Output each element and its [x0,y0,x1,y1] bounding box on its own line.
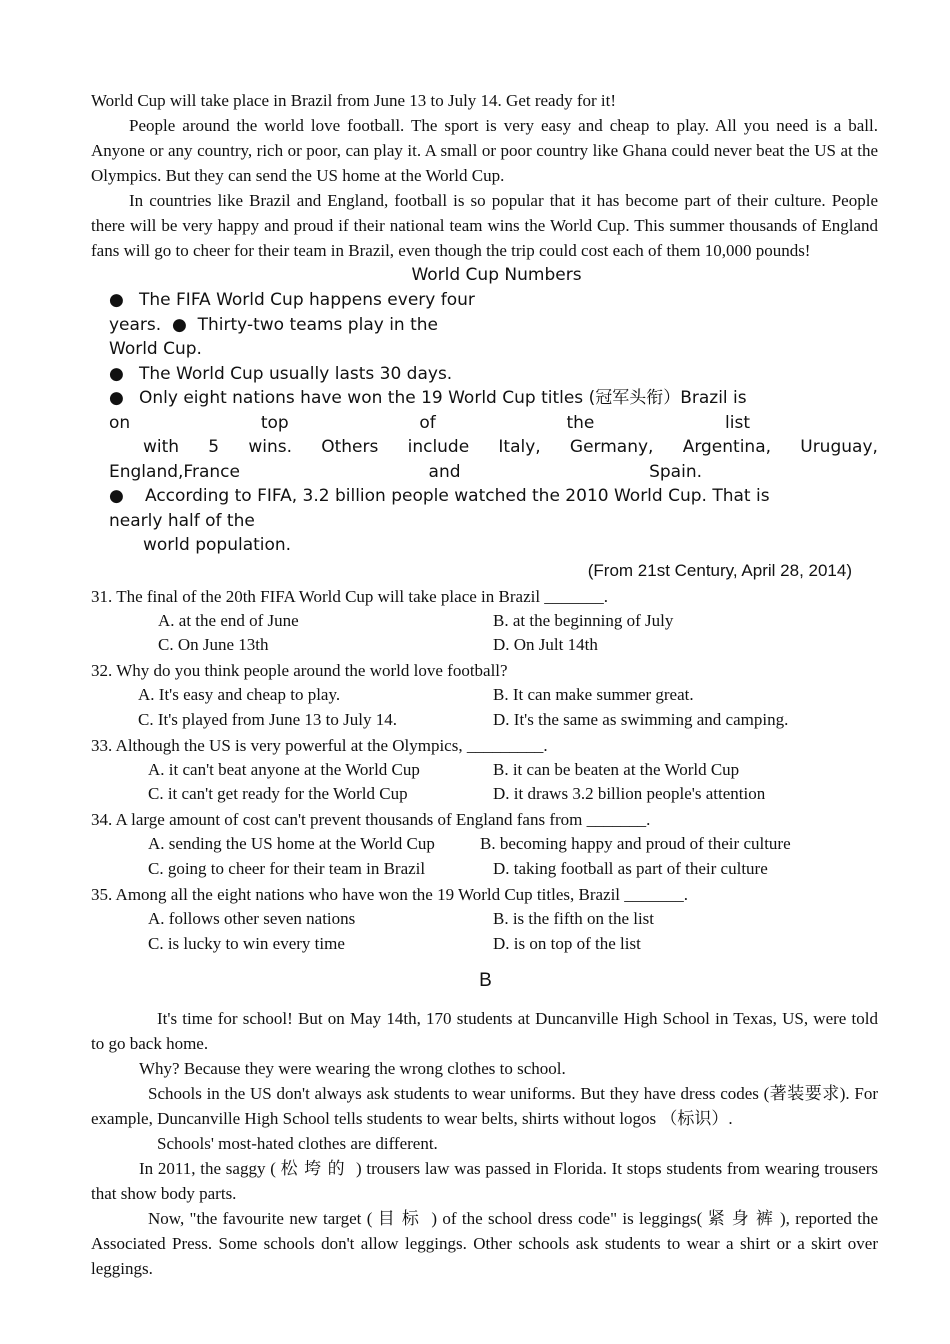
bullet-5-line-2: nearly half of the [109,510,255,531]
passage-b-paragraph-2: Why? Because they were wearing the wrong clothes to school. [139,1059,566,1079]
option-b[interactable]: B. it can be beaten at the World Cup [493,759,740,779]
option-d[interactable]: D. On Jult 14th [493,635,598,655]
question-32 [91,658,878,733]
bullet-1-line-1: ● The FIFA World Cup happens every four [109,288,878,313]
bullet-3: ● The World Cup usually lasts 30 days. [109,362,878,387]
option-c[interactable]: C. On June 13th [158,635,269,655]
option-b[interactable]: B. It can make summer great. [493,685,694,705]
option-a[interactable]: A. sending the US home at the World Cup [148,834,435,854]
passage-b-paragraph-3: Schools in the US don't always ask students to wear uniforms. But they have dress codes (著装要求). For example, Duncanville High School tells students to wear belts, shirts without logos （标识）. [91,1084,878,1129]
option-b[interactable]: B. at the beginning of July [493,610,674,630]
bullet-icon: ● [109,388,124,408]
bullet-icon: ● [109,290,124,310]
passage-a-paragraph-1: World Cup will take place in Brazil from June 13 to July 14. Get ready for it! [91,91,617,110]
option-d[interactable]: D. is on top of the list [493,933,641,953]
passage-b-paragraph-4: Schools' most-hated clothes are different. [157,1134,438,1154]
cjk-gloss: 松垮的 [280,1159,352,1179]
option-c[interactable]: C. going to cheer for their team in Brazil [148,859,426,879]
option-a[interactable]: A. follows other seven nations [148,908,356,928]
bullet-icon: ● [166,314,198,335]
question-35 [91,882,878,957]
option-b[interactable]: B. becoming happy and proud of their culture [480,834,791,854]
option-d[interactable]: D. it draws 3.2 billion people's attention [493,784,766,804]
option-d[interactable]: D. taking football as part of their culture [493,859,768,879]
section-b-heading: B [479,970,492,992]
bullet-5-line-3: world population. [143,535,292,555]
exam-page [91,88,878,1281]
passage-b-paragraph-6: Now, "the favourite new target ( 目标 ) of the school dress code" is leggings( 紧身裤), reported the Associated Press. Some schools don't allow leggings. Other schools ask students to wear a shirt or a skirt over leggings. [91,1209,879,1279]
option-c[interactable]: C. is lucky to win every time [148,933,345,953]
bullet-5-line-1: ● According to FIFA, 3.2 billion people watched the 2010 World Cup. That is [109,484,878,509]
question-stem: 32. Why do you think people around the world love football? [91,661,508,681]
cjk-gloss: 目标 [377,1209,426,1229]
question-31 [91,584,878,659]
bullet-4-line-3: with 5 wins. Others include Italy, Germany, Argentina, Uruguay, [143,437,878,457]
numbers-box-title: World Cup Numbers [411,265,582,285]
option-b[interactable]: B. is the fifth on the list [493,908,655,928]
question-stem: 35. Among all the eight nations who have won the 19 World Cup titles, Brazil _______. [91,884,689,904]
option-c[interactable]: C. It's played from June 13 to July 14. [138,709,397,729]
bullet-4-line-4: England,France and Spain. [109,461,702,482]
passage-b-paragraph-1: It's time for school! But on May 14th, 170 students at Duncanville High School in Texas, US, were told to go back home. [91,1009,878,1054]
bullet-4-line-1: ● Only eight nations have won the 19 World Cup titles (冠军头衔）Brazil is [109,386,878,411]
cjk-gloss: 紧身裤 [707,1209,781,1229]
passage-b-paragraph-5: In 2011, the saggy ( 松垮的 ) trousers law was passed in Florida. It stops students from wearing trousers that show body parts. [91,1159,879,1204]
option-d[interactable]: D. It's the same as swimming and camping. [493,709,789,729]
option-a[interactable]: A. it can't beat anyone at the World Cup [148,759,420,779]
option-a[interactable]: A. at the end of June [158,610,299,630]
bullet-icon: ● [109,486,124,506]
bullet-1-line-2: years. ● Thirty-two teams play in the [109,314,439,335]
world-cup-numbers-box [91,288,878,558]
option-a[interactable]: A. It's easy and cheap to play. [138,685,341,705]
bullet-2-line-2: World Cup. [109,339,202,359]
option-c[interactable]: C. it can't get ready for the World Cup [148,784,408,804]
question-stem: 33. Although the US is very powerful at the Olympics, _________. [91,735,548,755]
question-34 [91,807,878,882]
passage-a-paragraph-3: In countries like Brazil and England, football is so popular that it has become part of their culture. People there will be very happy and proud if their national team wins the World Cup. This summer thousands of England fans will go to cheer for their team in Brazil, even though the trip could cost each of them 10,000 pounds! [91,191,878,260]
bullet-icon: ● [109,363,124,384]
bullet-2-line-1: Thirty-two teams play in the [197,314,439,335]
passage-a-paragraph-2: People around the world love football. The sport is very easy and cheap to play. All you need is a ball. Anyone or any country, rich or poor, can play it. A small or poor country like Ghana could never beat the US at the Olympics. But they can send the US home at the World Cup. [91,116,878,185]
question-33 [91,733,878,808]
question-stem: 31. The final of the 20th FIFA World Cup will take place in Brazil _______. [91,586,609,606]
question-stem: 34. A large amount of cost can't prevent thousands of England fans from _______. [91,810,651,830]
bullet-4-line-2: on top of the list [109,412,750,433]
source-citation: (From 21st Century, April 28, 2014) [587,560,852,580]
